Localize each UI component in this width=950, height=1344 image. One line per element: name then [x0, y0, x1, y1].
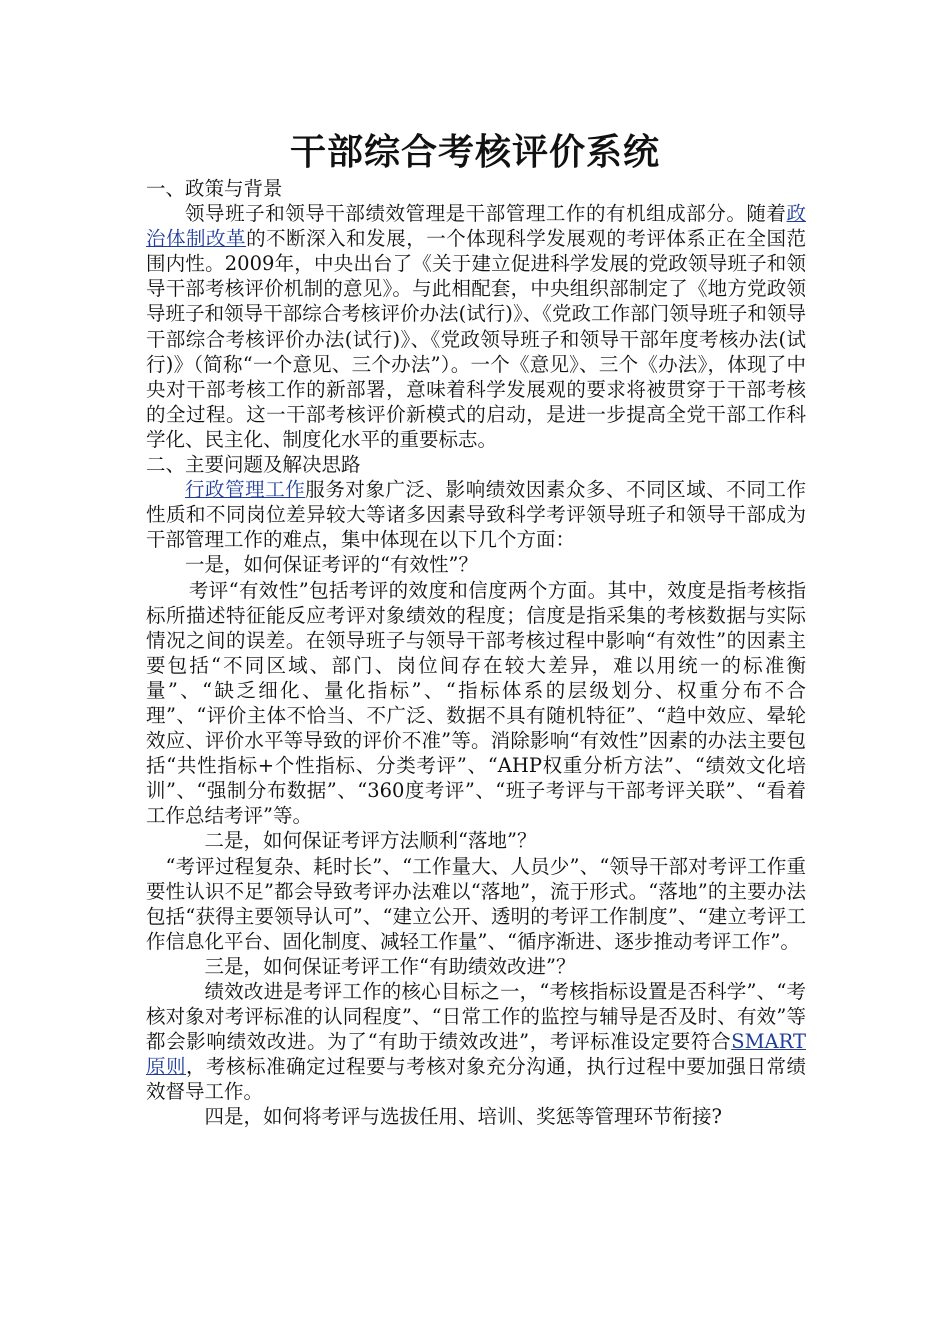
paragraph-main-issues: [146, 477, 806, 552]
question-heading-2: 二是，如何保证考评方法顺利“落地”？: [204, 829, 537, 853]
paragraph-performance-improvement: [146, 979, 806, 1104]
question-heading-4: 四是，如何将考评与选拔任用、培训、奖惩等管理环节衔接?: [204, 1105, 722, 1129]
paragraph-text: 绩效改进是考评工作的核心目标之一，“考核指标设置是否科学”、“考核对象对考评标准的认同程度”、“日常工作的监控与辅导是否及时、有效”等都会影响绩效改进。为了“有助于绩效改进”，考评标准设定要符合: [146, 980, 806, 1054]
paragraph-text: 的不断深入和发展，一个体现科学发展观的考评体系正在全国范围内性。2009年，中央出台了《关于建立促进科学发展的党政领导班子和领导干部考核评价机制的意见》。与此相配套，中央组织部制定了《地方党政领导班子和领导干部综合考核评价办法(试行)》、《党政工作部门领导班子和领导干部综合考核评价办法(试行)》、《党政领导班子和领导干部年度考核办法(试行)》（简称“一个意见、三个办法”）。一个《意见》、三个《办法》，体现了中央对干部考核工作的新部署，意味着科学发展观的要求将被贯穿于干部考核的全过程。这一干部考核评价新模式的启动，是进一步提高全党干部工作科学化、民主化、制度化水平的重要标志。: [146, 227, 806, 451]
document-title: 干部综合考核评价系统: [289, 131, 660, 173]
paragraph-text: 服务对象广泛、影响绩效因素众多、不同区域、不同工作性质和不同岗位差异较大等诸多因素导致科学考评领导班子和领导干部成为干部管理工作的难点，集中体现在以下几个方面：: [146, 478, 806, 552]
paragraph-effectiveness: 考评“有效性”包括考评的效度和信度两个方面。其中，效度是指考核指标所描述特征能反应考评对象绩效的程度；信度是指采集的考核数据与实际情况之间的误差。在领导班子与领导干部考核过程中影响“有效性”的因素主要包括“不同区域、部门、岗位间存在较大差异，难以用统一的标准衡量”、“缺乏细化、量化指标”、“指标体系的层级划分、权重分布不合理”、“评价主体不恰当、不广泛、数据不具有随机特征”、“趋中效应、晕轮效应、评价水平等导致的评价不准”等。消除影响“有效性”因素的办法主要包括“共性指标+个性指标、分类考评”、“AHP权重分析方法”、“绩效文化培训”、“强制分布数据”、“360度考评”、“班子考评与干部考评关联”、“看着工作总结考评”等。: [146, 578, 806, 828]
paragraph-policy-background: [146, 201, 806, 452]
paragraph-implementation: “考评过程复杂、耗时长”、“工作量大、人员少”、“领导干部对考评工作重要性认识不足”都会导致考评办法难以“落地”，流于形式。“落地”的主要办法包括“获得主要领导认可”、“建立公开、透明的考评工作制度”、“建立考评工作信息化平台、固化制度、减轻工作量”、“循序渐进、逐步推动考评工作”。: [146, 854, 806, 953]
link-administrative-management[interactable]: 行政管理工作: [185, 478, 306, 502]
question-heading-3: 三是，如何保证考评工作“有助绩效改进”？: [204, 954, 576, 978]
paragraph-text: ，考核标准确定过程要与考核对象充分沟通，执行过程中要加强日常绩效督导工作。: [146, 1055, 806, 1104]
section-heading-2: 二、主要问题及解决思路: [146, 453, 361, 477]
question-heading-1: 一是，如何保证考评的“有效性”？: [185, 553, 478, 577]
document-body: [146, 176, 806, 1130]
paragraph-text: 领导班子和领导干部绩效管理是干部管理工作的有机组成部分。随着: [185, 202, 787, 226]
link-political-reform[interactable]: 政治体制改革: [146, 202, 806, 251]
link-smart-principle[interactable]: SMART原则: [146, 1030, 806, 1079]
section-heading-1: 一、政策与背景: [146, 177, 283, 200]
